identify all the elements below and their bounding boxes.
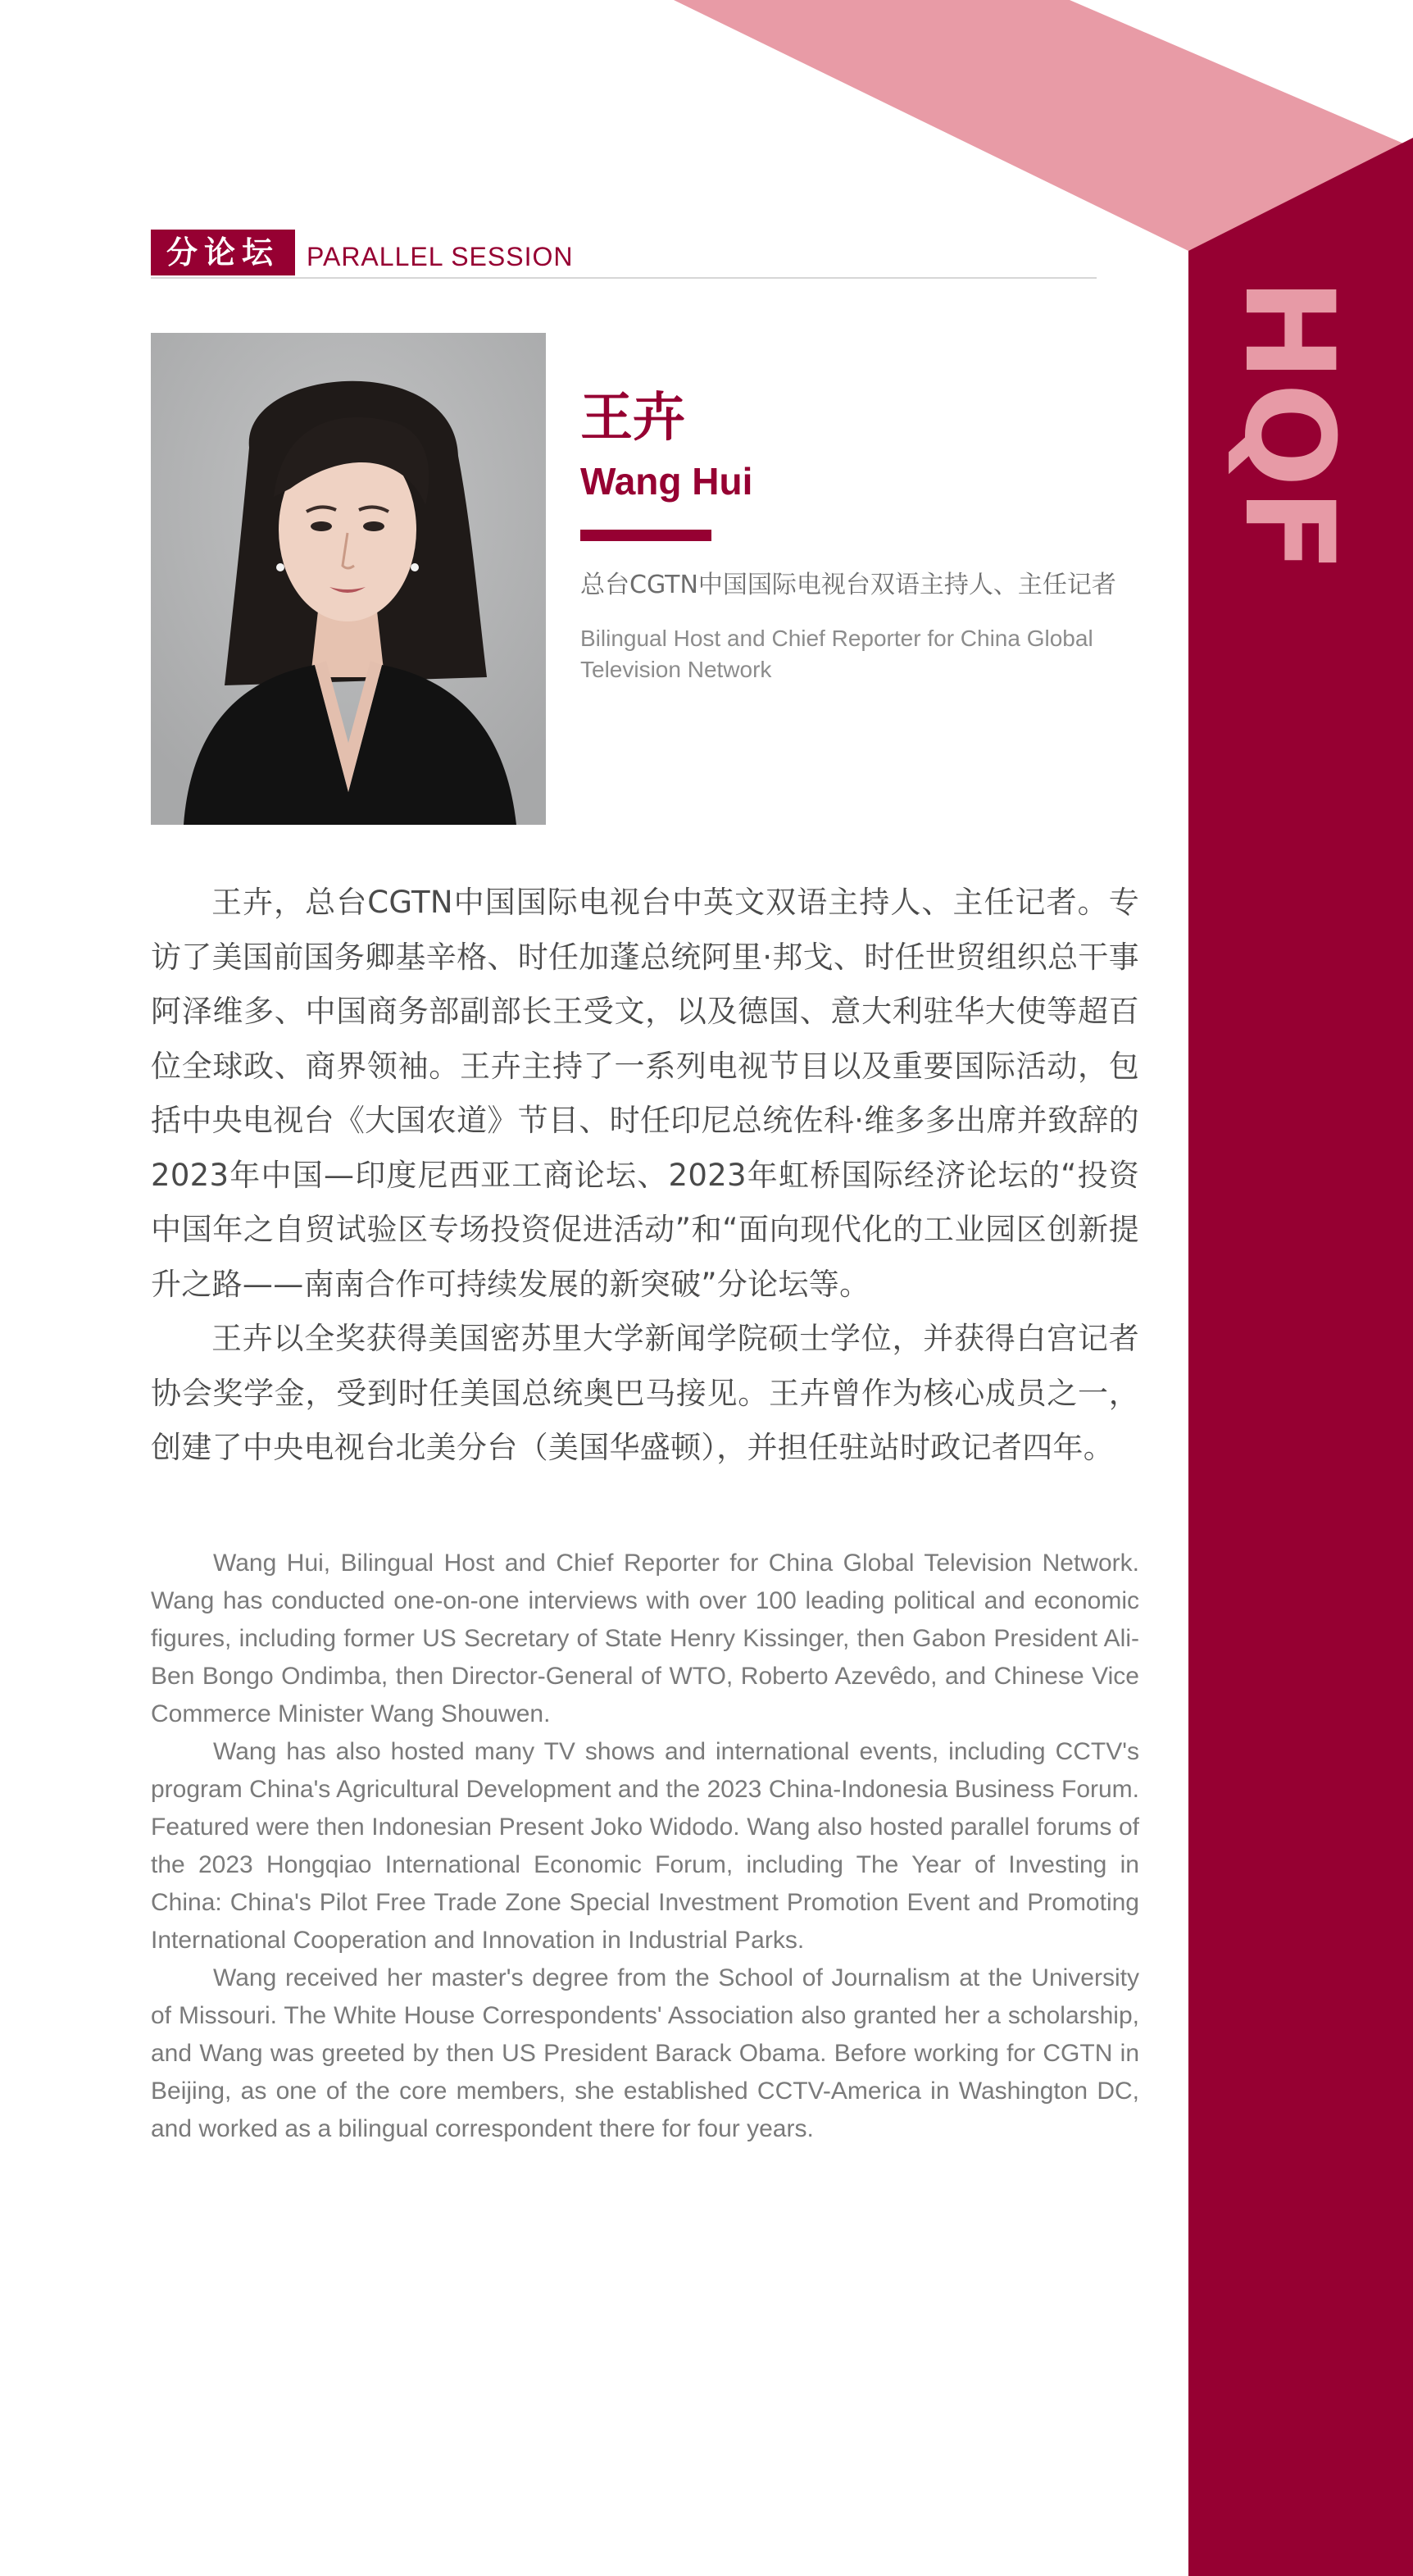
bio-cn-paragraph: 王卉，总台CGTN中国国际电视台中英文双语主持人、主任记者。专访了美国前国务卿基辛格、时任加蓬总统阿里·邦戈、时任世贸组织总干事阿泽维多、中国商务部副部长王受文，以及德国、意大利驻华大使等超百位全球政、商界领袖。王卉主持了一系列电视节目以及重要国际活动，包括中央电视台《大国农道》节目、时任印尼总统佐科·维多多出席并致辞的2023年中国—印度尼西亚工商论坛、2023年虹桥国际经济论坛的“投资中国年之自贸试验区专场投资促进活动”和“面向现代化的工业园区创新提升之路——南南合作可持续发展的新突破”分论坛等。: [151, 885, 1139, 1302]
biography-english: [151, 1545, 1139, 2148]
section-label-en: PARALLEL SESSION: [307, 242, 574, 271]
bio-en-paragraph: Wang has also hosted many TV shows and international events, including CCTV's program China's Agricultural Development and the 2023 China-Indonesia Business Forum. Featured were then Indonesian Present Joko Widodo. Wang also hosted parallel forums of the 2023 Hongqiao International Economic Forum, including The Year of Investing in China: China's Pilot Free Trade Zone Special Investment Promotion Event and Promoting International Cooperation and Innovation in Industrial Parks.: [151, 1738, 1139, 1954]
speaker-name-cn: 王卉: [580, 388, 685, 448]
bio-en-paragraph: Wang received her master's degree from the School of Journalism at the University of Missouri. The White House Correspondents' Association also granted her a scholarship, and Wang was greeted by then US President Barack Obama. Before working for CGTN in Beijing, as one of the core members, she established CCTV-America in Washington DC, and worked as a bilingual correspondent there for four years.: [151, 1964, 1139, 2142]
bio-en-paragraph: Wang Hui, Bilingual Host and Chief Reporter for China Global Television Network. Wang has conducted one-on-one interviews with over 100 leading political and economic figures, including former US Secretary of State Henry Kissinger, then Gabon President Ali-Ben Bongo Ondimba, then Director-General of WTO, Roberto Azevêdo, and Chinese Vice Commerce Minister Wang Shouwen.: [151, 1550, 1139, 1727]
speaker-title-cn: 总台CGTN中国国际电视台双语主持人、主任记者: [580, 571, 1116, 599]
speaker-photo: [151, 333, 546, 825]
speaker-name-en: Wang Hui: [580, 460, 753, 503]
bio-cn-paragraph: 王卉以全奖获得美国密苏里大学新闻学院硕士学位，并获得白宫记者协会奖学金，受到时任美国总统奥巴马接见。王卉曾作为核心成员之一，创建了中央电视台北美分台（美国华盛顿），并担任驻站时政记者四年。: [151, 1321, 1139, 1465]
section-header: [151, 230, 1097, 279]
speaker-title-en: Bilingual Host and Chief Reporter for China Global Television Network: [580, 626, 1093, 682]
name-divider: [580, 530, 711, 541]
section-label-cn: 分论坛: [151, 230, 295, 275]
portrait-photo-icon: [151, 333, 546, 825]
biography-chinese: [151, 876, 1139, 1476]
hqf-vertical-mark: HQF: [1217, 278, 1360, 575]
